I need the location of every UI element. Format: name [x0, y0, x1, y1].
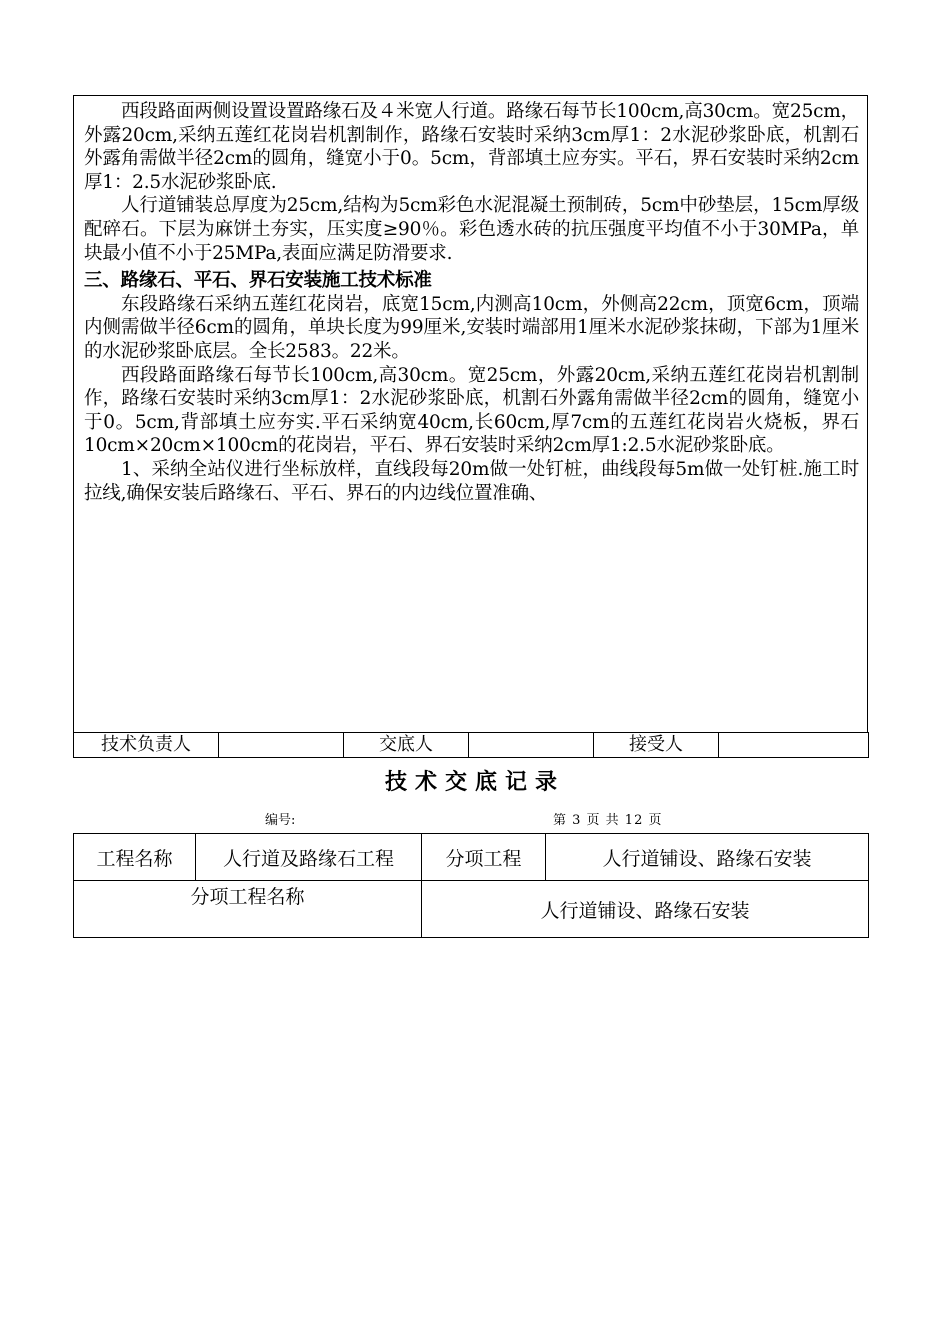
paragraph-sidewalk-paving: 人行道铺装总厚度为25cm,结构为5cm彩色水泥混凝土预制砖，5cm中砂垫层，15cm厚级配碎石。下层为麻饼土夯实，压实度≥90％。彩色透水砖的抗压强度平均值不小于30MPa，单块最小值不小于25MPa,表面应满足防滑要求. — [84, 195, 859, 264]
project-info-table — [73, 833, 869, 938]
sub-project-value: 人行道铺设、路缘石安装 — [546, 834, 869, 881]
presenter-label: 交底人 — [344, 733, 469, 758]
signature-row — [73, 732, 869, 758]
content-box — [73, 95, 868, 732]
presenter-field[interactable] — [469, 733, 594, 758]
page-indicator: 第 3 页 共 12 页 — [553, 813, 663, 828]
record-title: 技术交底记录 — [384, 770, 565, 795]
sub-project-name-label: 分项工程名称 — [74, 881, 422, 938]
section-heading: 三、路缘石、平石、界石安装施工技术标准 — [84, 270, 432, 292]
paragraph-west-road-curb: 西段路面路缘石每节长100cm,高30cm。宽25cm，外露20cm,采纳五莲红花岗岩机割制作，路缘石安装时采纳3cm厚1：2水泥砂浆卧底，机割石外露角需做半径2cm的圆角，缝宽小于0。5cm,背部填土应夯实.平石采纳宽40cm,长60cm,厚7cm的五莲红花岗岩火烧板，界石10cm×20cm×100cm的花岗岩，平石、界石安装时采纳2cm厚1:2.5水泥砂浆卧底。 — [84, 364, 859, 457]
project-name-value: 人行道及路缘石工程 — [196, 834, 422, 881]
tech-lead-label: 技术负责人 — [74, 733, 219, 758]
paragraph-staking: 1、采纳全站仪进行坐标放样，直线段每20m做一处钉桩，曲线段每5m做一处钉桩.施工时拉线,确保安装后路缘石、平石、界石的内边线位置准确、 — [84, 458, 859, 504]
paragraph-west-curb: 西段路面两侧设置设置路缘石及４米宽人行道。路缘石每节长100cm,高30cm。宽25cm，外露20cm,采纳五莲红花岗岩机割制作，路缘石安装时采纳3cm厚1：2水泥砂浆卧底，机割石外露角需做半径2cm的圆角，缝宽小于0。5cm，背部填土应夯实。平石，界石安装时采纳2cm厚1：2.5水泥砂浆卧底. — [84, 101, 859, 193]
record-number-label: 编号: — [265, 813, 296, 828]
sub-project-label: 分项工程 — [422, 834, 546, 881]
project-name-label: 工程名称 — [74, 834, 196, 881]
receiver-label: 接受人 — [594, 733, 719, 758]
tech-lead-field[interactable] — [219, 733, 344, 758]
sub-project-name-value: 人行道铺设、路缘石安装 — [422, 881, 869, 938]
paragraph-east-curb: 东段路缘石采纳五莲红花岗岩，底宽15cm,内测高10cm，外侧高22cm，顶宽6cm，顶端内侧需做半径6cm的圆角，单块长度为99厘米,安装时端部用1厘米水泥砂浆抹砌，下部为1厘米的水泥砂浆卧底层。全长2583。22米。 — [84, 293, 859, 362]
receiver-field[interactable] — [719, 733, 869, 758]
